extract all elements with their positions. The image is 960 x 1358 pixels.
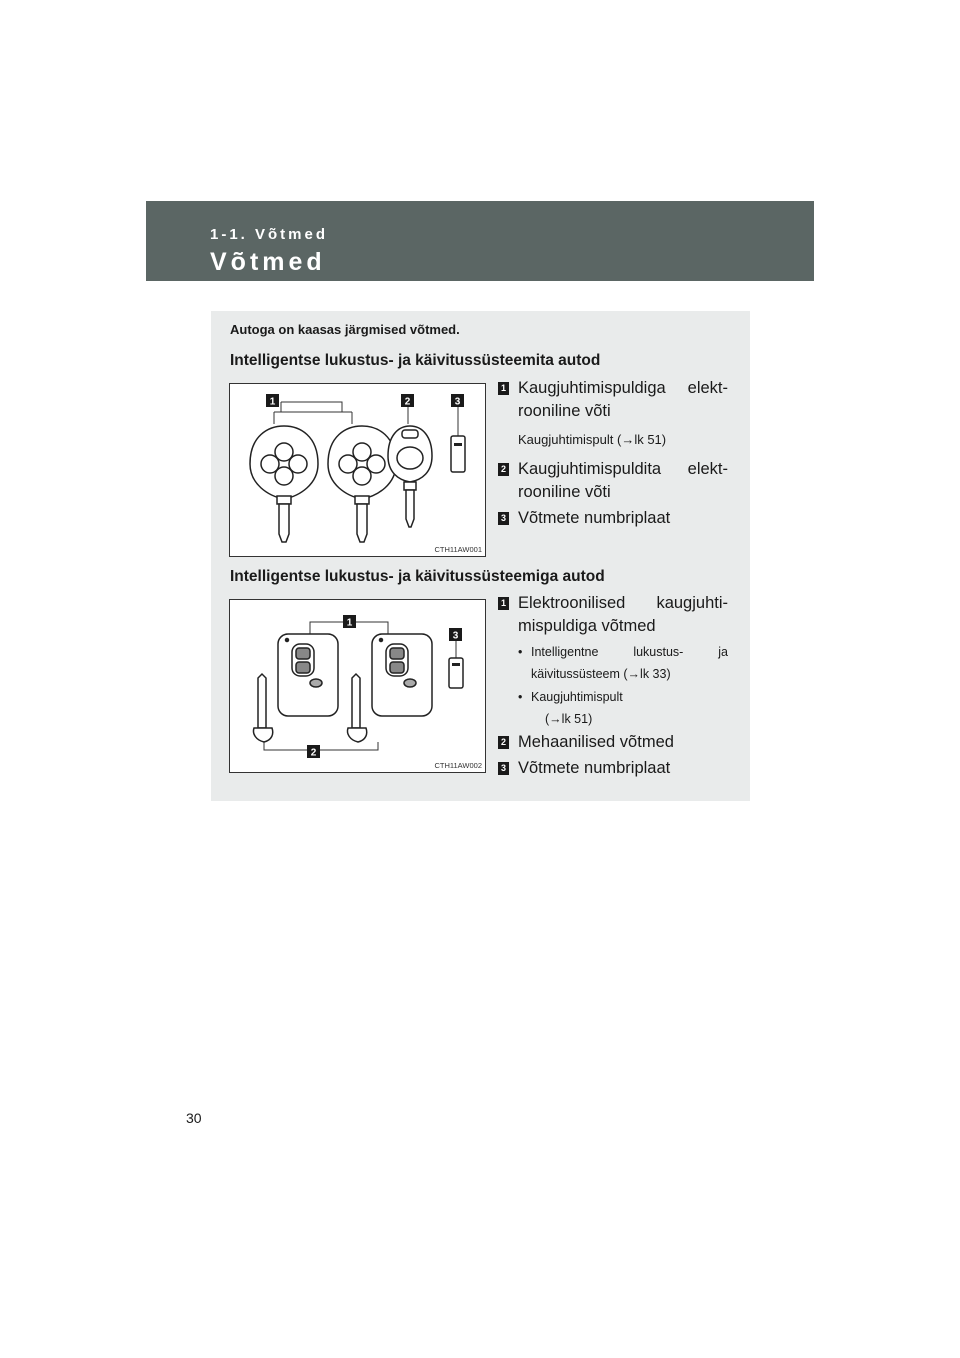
bullet-dot: • (518, 690, 523, 704)
g2-item-1 (498, 592, 728, 638)
g1-item-2-line1: Kaugjuhtimispuldita elekt- (518, 460, 728, 478)
figure-code: CTH11AW002 (434, 761, 482, 770)
g1-item-1-line1: Kaugjuhtimispuldiga elekt- (518, 379, 728, 397)
content-panel (211, 311, 750, 801)
g2-item-2-text: Mehaanilised võtmed (518, 733, 674, 751)
callout-1: 1 (269, 396, 276, 408)
g1-item-1-number: 1 (498, 382, 509, 395)
keys-illustration-1 (230, 384, 485, 556)
bullet-dot: • (518, 645, 523, 659)
g1-note: Kaugjuhtimispult (→lk 51) (518, 432, 667, 447)
g2-item-3-text: Võtmete numbriplaat (518, 759, 671, 777)
callout-2: 2 (310, 747, 317, 759)
g2-bullet-1-line2: käivitussüsteem (→lk 33) (531, 667, 671, 681)
keys-illustration-2 (230, 600, 485, 772)
g2-item-1-number: 1 (498, 597, 509, 610)
figure-conventional-keys (229, 383, 486, 557)
callout-3: 3 (452, 630, 459, 642)
page-number: 30 (186, 1110, 202, 1126)
page-title: Võtmed (210, 248, 326, 276)
g1-item-3-text: Võtmete numbriplaat (518, 509, 671, 527)
g2-item-2 (498, 731, 728, 754)
g2-item-3-number: 3 (498, 762, 509, 775)
g1-item-1 (498, 377, 728, 423)
g1-item-2-line2: rooniline võti (518, 483, 611, 501)
g2-item-2-number: 2 (498, 736, 509, 749)
g1-item-3-number: 3 (498, 512, 509, 525)
callout-1: 1 (346, 617, 353, 629)
g2-bullet-1 (518, 641, 728, 685)
figure-code: CTH11AW001 (434, 545, 482, 554)
g2-item-3 (498, 757, 728, 780)
intro-text: Autoga on kaasas järgmised võtmed. (230, 322, 460, 337)
g2-bullet-2-line1: Kaugjuhtimispult (531, 690, 623, 704)
callout-3: 3 (454, 396, 461, 408)
section-label: 1-1. Võtmed (210, 226, 329, 243)
g2-item-1-line2: mispuldiga võtmed (518, 617, 656, 635)
g1-item-2-number: 2 (498, 463, 509, 476)
g2-bullet-1-line1: Intelligentne lukustus- ja (531, 645, 728, 659)
group2-heading: Intelligentse lukustus- ja käivitussüsteemiga autod (230, 568, 605, 585)
callout-2: 2 (404, 396, 411, 408)
g1-item-3 (498, 507, 728, 530)
g2-bullet-2 (518, 686, 728, 730)
chapter-header (146, 201, 814, 281)
g2-item-1-line1: Elektroonilised kaugjuhti- (518, 594, 728, 612)
g2-bullet-2-line2: (→lk 51) (545, 712, 593, 726)
g1-item-2 (498, 458, 728, 504)
figure-smart-keys (229, 599, 486, 773)
g1-item-1-line2: rooniline võti (518, 402, 611, 420)
group1-heading: Intelligentse lukustus- ja käivitussüsteemita autod (230, 352, 601, 369)
